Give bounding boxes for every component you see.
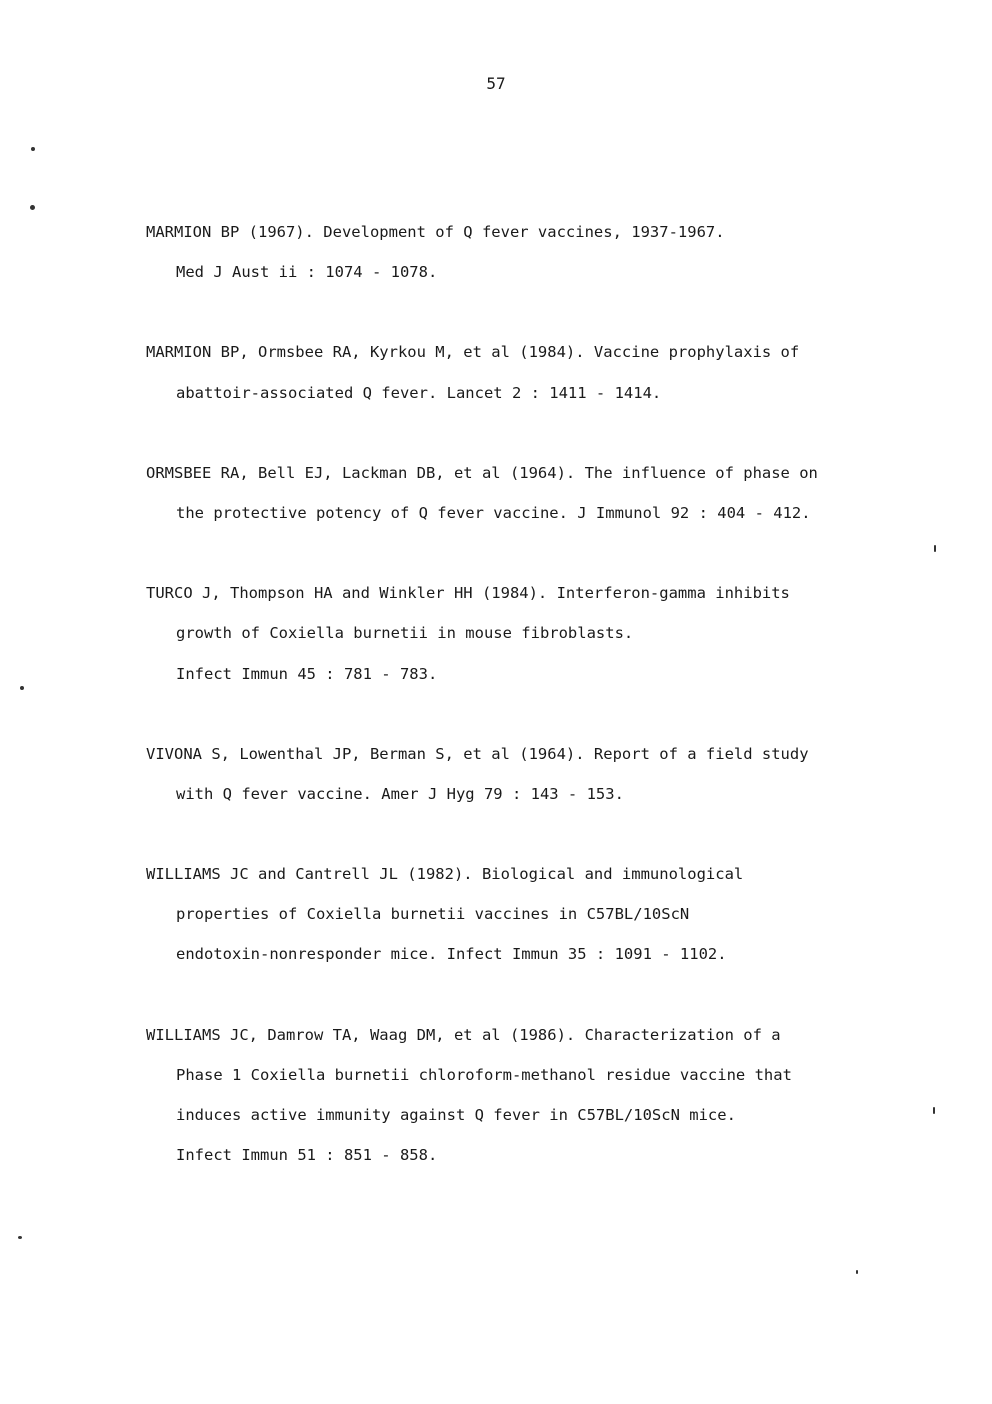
reference-line: abattoir-associated Q fever. Lancet 2 : 1411 - 1414.	[176, 383, 662, 402]
reference-line: MARMION BP, Ormsbee RA, Kyrkou M, et al (1984). Vaccine prophylaxis of	[146, 343, 800, 362]
scan-speck	[933, 1107, 935, 1114]
reference-entry	[146, 734, 886, 814]
reference-line: Med J Aust ii : 1074 - 1078.	[176, 263, 438, 282]
reference-entry	[146, 332, 886, 412]
page-number: 57	[486, 74, 506, 93]
reference-entry	[146, 453, 886, 533]
reference-entry	[146, 854, 886, 975]
reference-line: Infect Immun 45 : 781 - 783.	[176, 664, 438, 683]
reference-line: WILLIAMS JC and Cantrell JL (1982). Biological and immunological	[146, 865, 744, 884]
reference-line: Infect Immun 51 : 851 - 858.	[176, 1146, 438, 1165]
scan-speck	[31, 147, 35, 151]
reference-entry	[146, 573, 886, 694]
reference-line: the protective potency of Q fever vaccine. J Immunol 92 : 404 - 412.	[176, 503, 811, 522]
scan-speck	[20, 686, 24, 690]
reference-list	[146, 212, 886, 1215]
scan-speck	[856, 1270, 858, 1274]
reference-line: MARMION BP (1967). Development of Q fever vaccines, 1937-1967.	[146, 223, 725, 241]
reference-line: ORMSBEE RA, Bell EJ, Lackman DB, et al (1964). The influence of phase on	[146, 463, 818, 482]
reference-line: induces active immunity against Q fever in C57BL/10ScN mice.	[176, 1106, 736, 1124]
reference-line: endotoxin-nonresponder mice. Infect Immun 35 : 1091 - 1102.	[176, 945, 727, 964]
scan-speck	[30, 205, 35, 210]
reference-line: Phase 1 Coxiella burnetii chloroform-methanol residue vaccine that	[176, 1065, 792, 1084]
reference-entry	[146, 1015, 886, 1176]
reference-line: VIVONA S, Lowenthal JP, Berman S, et al (1964). Report of a field study	[146, 744, 809, 763]
reference-line: TURCO J, Thompson HA and Winkler HH (1984). Interferon-gamma inhibits	[146, 584, 790, 603]
reference-line: properties of Coxiella burnetii vaccines in C57BL/10ScN	[176, 905, 690, 924]
scan-speck	[18, 1236, 22, 1239]
reference-entry	[146, 212, 886, 292]
reference-line: growth of Coxiella burnetii in mouse fibroblasts.	[176, 624, 634, 643]
reference-line: WILLIAMS JC, Damrow TA, Waag DM, et al (1986). Characterization of a	[146, 1025, 781, 1044]
reference-line: with Q fever vaccine. Amer J Hyg 79 : 143 - 153.	[176, 784, 624, 803]
scan-speck	[934, 545, 936, 552]
